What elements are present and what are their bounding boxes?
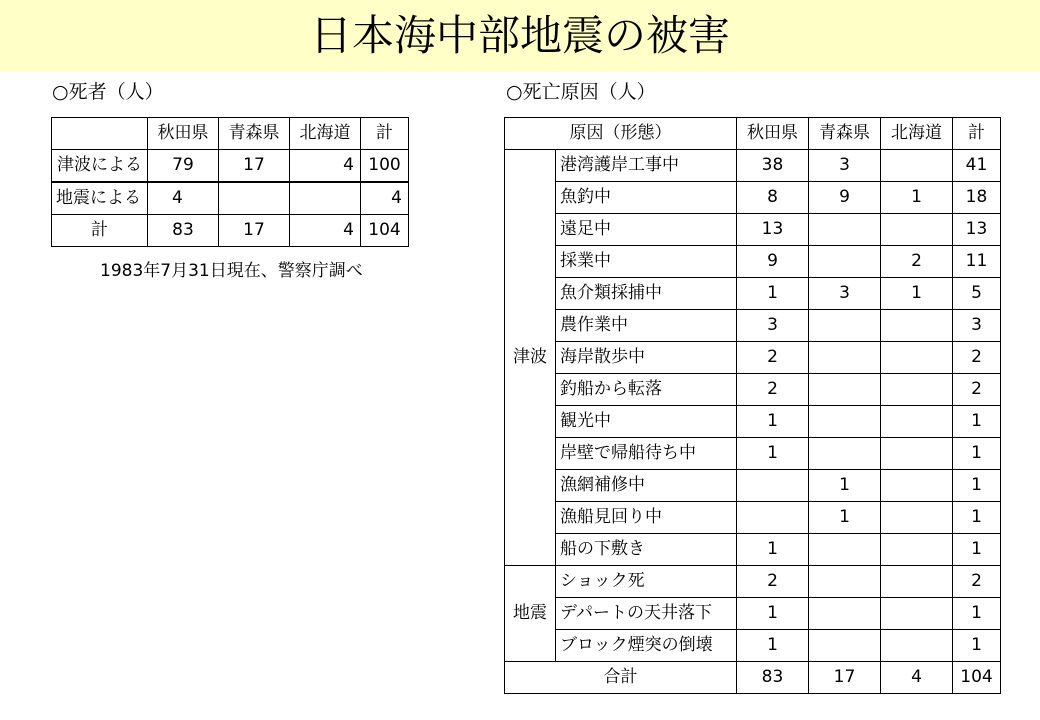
cell: 2 [737,342,809,374]
table-row [505,342,1001,374]
cell [809,342,881,374]
cell: 83 [737,662,809,694]
table-row [505,438,1001,470]
cell: 4 [290,150,361,183]
table-row [505,246,1001,278]
cell: 79 [148,150,219,183]
cell: 5 [953,278,1001,310]
cell: 13 [953,214,1001,246]
table-row [52,182,409,215]
cell: 13 [737,214,809,246]
table-row [505,150,1001,182]
row-label: 計 [52,215,148,247]
row-label: 港湾護岸工事中 [556,150,737,182]
source-note: 1983年7月31日現在、警察庁調べ [100,261,363,281]
cell: 2 [953,566,1001,598]
cell: 8 [737,182,809,214]
cell: 1 [881,182,953,214]
cell: 2 [737,566,809,598]
row-label: ショック死 [556,566,737,598]
cell: 17 [219,215,290,247]
header-cell: 秋田県 [737,118,809,150]
header-cell: 北海道 [881,118,953,150]
header-cell: 計 [361,118,409,150]
cell: 1 [737,406,809,438]
table-row [52,215,409,247]
table-row [505,566,1001,598]
table-row [505,534,1001,566]
cell: 1 [881,278,953,310]
cell: 41 [953,150,1001,182]
cell [881,310,953,342]
row-label: 漁網補修中 [556,470,737,502]
cell [881,406,953,438]
table-row [505,374,1001,406]
cell: 11 [953,246,1001,278]
cell: 2 [881,246,953,278]
cell [881,566,953,598]
cell: 2 [953,342,1001,374]
table-header-row [505,118,1001,150]
group-label: 津波 [505,150,556,566]
cell: 9 [809,182,881,214]
row-label: 遠足中 [556,214,737,246]
cell [881,502,953,534]
cell [881,470,953,502]
cell: 3 [809,278,881,310]
cell [809,598,881,630]
cell [881,598,953,630]
table-row [505,598,1001,630]
table-row [505,310,1001,342]
causes-heading: ○死亡原因（人） [506,81,656,103]
cell [809,214,881,246]
header-cell: 青森県 [219,118,290,150]
cell: 1 [809,502,881,534]
table-header-row [52,118,409,150]
cell: 38 [737,150,809,182]
cell: 2 [737,374,809,406]
row-label: 岸壁で帰船待ち中 [556,438,737,470]
cell [809,630,881,662]
cell [881,534,953,566]
deaths-heading: ○死者（人） [52,81,164,103]
cell: 1 [953,406,1001,438]
cell [809,566,881,598]
header-cell: 原因（形態） [505,118,737,150]
cell [809,534,881,566]
cell: 1 [953,470,1001,502]
row-label: 魚釣中 [556,182,737,214]
header-cell: 計 [953,118,1001,150]
cell: 1 [737,534,809,566]
row-label: 観光中 [556,406,737,438]
cell: 4 [361,182,409,215]
cell [881,342,953,374]
cell: 1 [809,470,881,502]
cell [290,182,361,215]
cell: 104 [953,662,1001,694]
cell: 83 [148,215,219,247]
cell: 1 [737,630,809,662]
total-label: 合計 [505,662,737,694]
row-label: 漁船見回り中 [556,502,737,534]
cell: 1 [953,598,1001,630]
deaths-table [51,117,409,247]
table-row [505,214,1001,246]
row-label: 津波による [52,150,148,183]
cell [809,374,881,406]
table-row [505,502,1001,534]
cell: 1 [953,630,1001,662]
cell: 18 [953,182,1001,214]
cell [881,150,953,182]
table-row [52,150,409,183]
cell [881,214,953,246]
cell: 104 [361,215,409,247]
page-title: 日本海中部地震の被害 [309,11,730,60]
cell: 4 [881,662,953,694]
causes-table [504,117,1001,694]
header-cell [52,118,148,150]
cell: 1 [737,598,809,630]
cell: 9 [737,246,809,278]
table-row [505,406,1001,438]
table-row [505,182,1001,214]
cell [881,630,953,662]
group-label: 地震 [505,566,556,662]
cell [737,470,809,502]
cell: 100 [361,150,409,183]
row-label: 釣船から転落 [556,374,737,406]
cell: 4 [148,182,219,215]
cell: 1 [953,438,1001,470]
row-label: 船の下敷き [556,534,737,566]
row-label: 海岸散歩中 [556,342,737,374]
cell [809,246,881,278]
cell: 3 [809,150,881,182]
cell: 1 [737,278,809,310]
cell: 2 [953,374,1001,406]
header-cell: 青森県 [809,118,881,150]
cell [809,406,881,438]
table-total-row [505,662,1001,694]
row-label: 農作業中 [556,310,737,342]
cell: 1 [737,438,809,470]
cell [809,438,881,470]
table-row [505,630,1001,662]
header-cell: 秋田県 [148,118,219,150]
cell: 3 [953,310,1001,342]
cell: 1 [953,502,1001,534]
row-label: デパートの天井落下 [556,598,737,630]
row-label: 魚介類採捕中 [556,278,737,310]
cell: 17 [219,150,290,183]
cell: 4 [290,215,361,247]
cell [737,502,809,534]
header-cell: 北海道 [290,118,361,150]
row-label: 採業中 [556,246,737,278]
row-label: 地震による [52,182,148,215]
cell: 17 [809,662,881,694]
table-row [505,278,1001,310]
cell [881,374,953,406]
cell: 3 [737,310,809,342]
cell [809,310,881,342]
cell [881,438,953,470]
cell [219,182,290,215]
cell: 1 [953,534,1001,566]
table-row [505,470,1001,502]
row-label: ブロック煙突の倒壊 [556,630,737,662]
